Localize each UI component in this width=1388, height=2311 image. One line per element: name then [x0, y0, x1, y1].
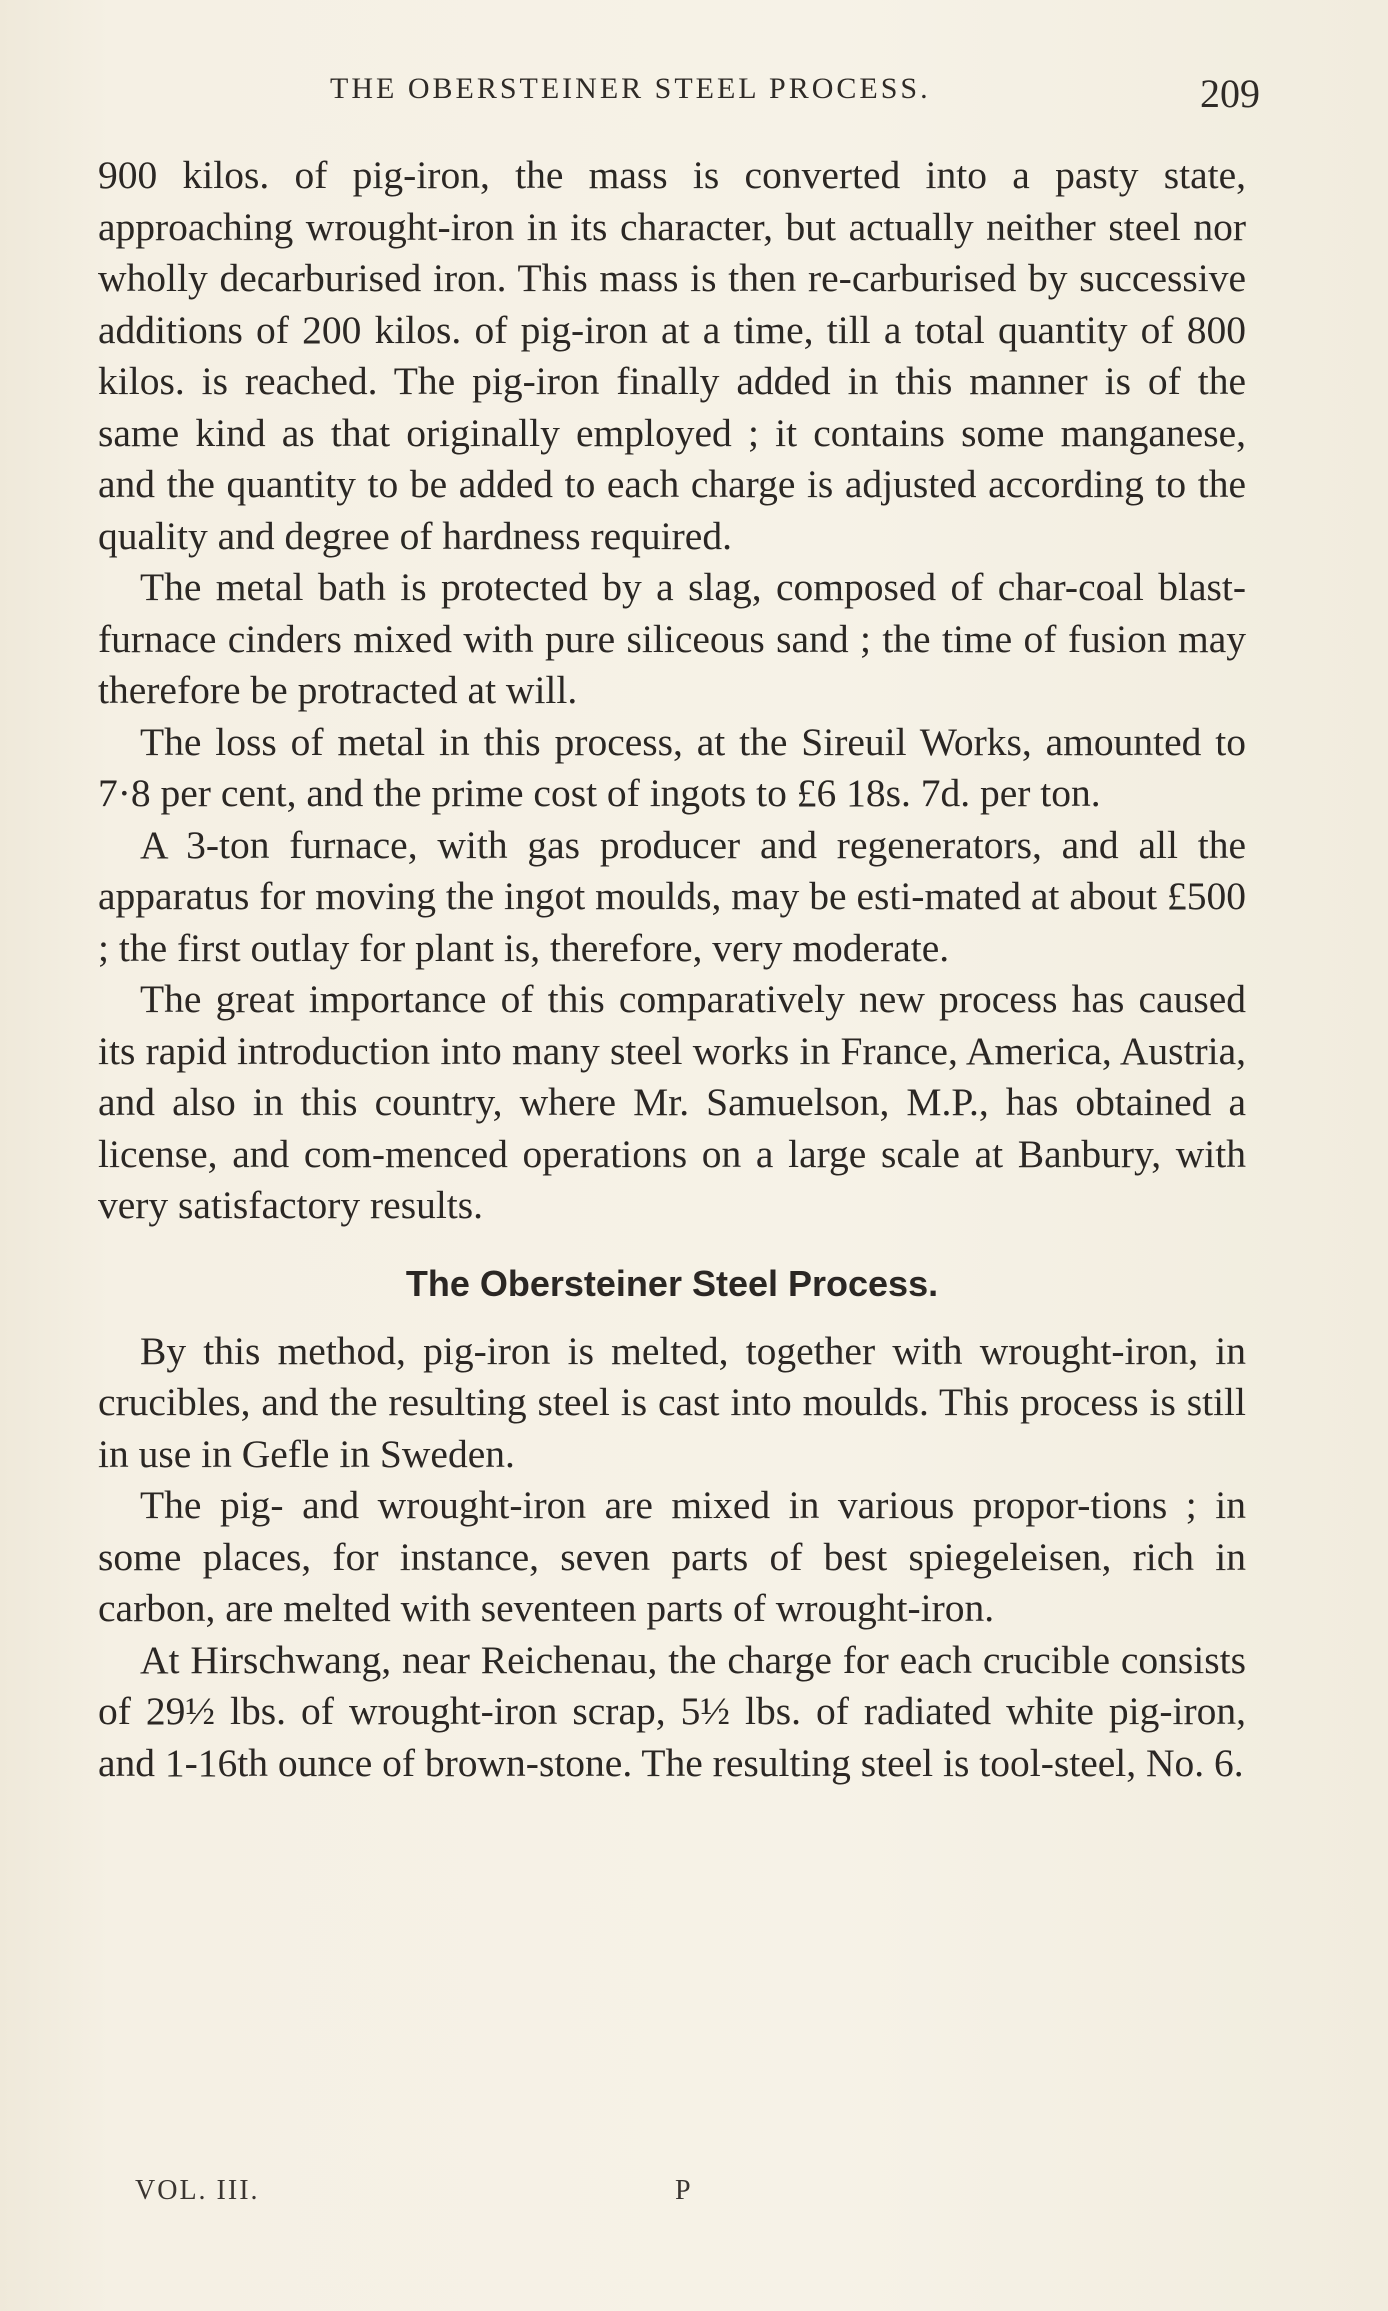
paragraph: The pig- and wrought-iron are mixed in various propor-tions ; in some places, for instance, seven parts of best spiegeleisen, rich in carbon, are melted with seventeen parts of wrought-iron.	[98, 1483, 1246, 1630]
paragraph: The great importance of this comparatively new process has caused its rapid introduction into many steel works in France, America, Austria, and also in this country, where Mr. Samuelson, M.P., has obtained a license, and com-menced operations on a large scale at Banbury, with very satisfactory results.	[98, 977, 1246, 1227]
signature-mark: P	[675, 2175, 693, 2206]
section-heading: The Obersteiner Steel Process.	[405, 1262, 939, 1304]
page-header	[330, 70, 1260, 118]
page-number: 209	[1200, 71, 1260, 116]
paragraph: At Hirschwang, near Reichenau, the charge for each crucible consists of 29½ lbs. of wrought-iron scrap, 5½ lbs. of radiated white pig-iron, and 1-16th ounce of brown-stone. The resulting steel is tool-steel, No. 6.	[98, 1637, 1246, 1785]
paragraph: The metal bath is protected by a slag, composed of char-coal blast-furnace cinders mixed with pure siliceous sand ; the time of fusion may therefore be protracted at will.	[98, 565, 1246, 712]
page-footer	[135, 2175, 735, 2215]
paragraph: A 3-ton furnace, with gas producer and regenerators, and all the apparatus for moving the ingot moulds, may be esti-mated at about £500 ; the first outlay for plant is, therefore, very moderate.	[98, 822, 1246, 970]
paragraph: By this method, pig-iron is melted, together with wrought-iron, in crucibles, and the resulting steel is cast into moulds. This process is still in use in Gefle in Sweden.	[98, 1328, 1246, 1476]
running-title: THE OBERSTEINER STEEL PROCESS.	[330, 72, 931, 105]
paragraph: The loss of metal in this process, at the Sireuil Works, amounted to 7·8 per cent, and the prime cost of ingots to £6 18s. 7d. per ton.	[98, 719, 1246, 815]
paragraph-continued: 900 kilos. of pig-iron, the mass is converted into a pasty state, approaching wrought-iron in its character, but actually neither steel nor wholly decarburised iron. This mass is then re-carburised by successive additions of 200 kilos. of pig-iron at a time, till a total quantity of 800 kilos. is reached. The pig-iron finally added in this manner is of the same kind as that originally employed ; it contains some manganese, and the quantity to be added to each charge is adjusted according to the quality and degree of hardness required.	[98, 153, 1246, 558]
volume-label: VOL. III.	[135, 2175, 260, 2206]
body-text	[98, 150, 1246, 1789]
